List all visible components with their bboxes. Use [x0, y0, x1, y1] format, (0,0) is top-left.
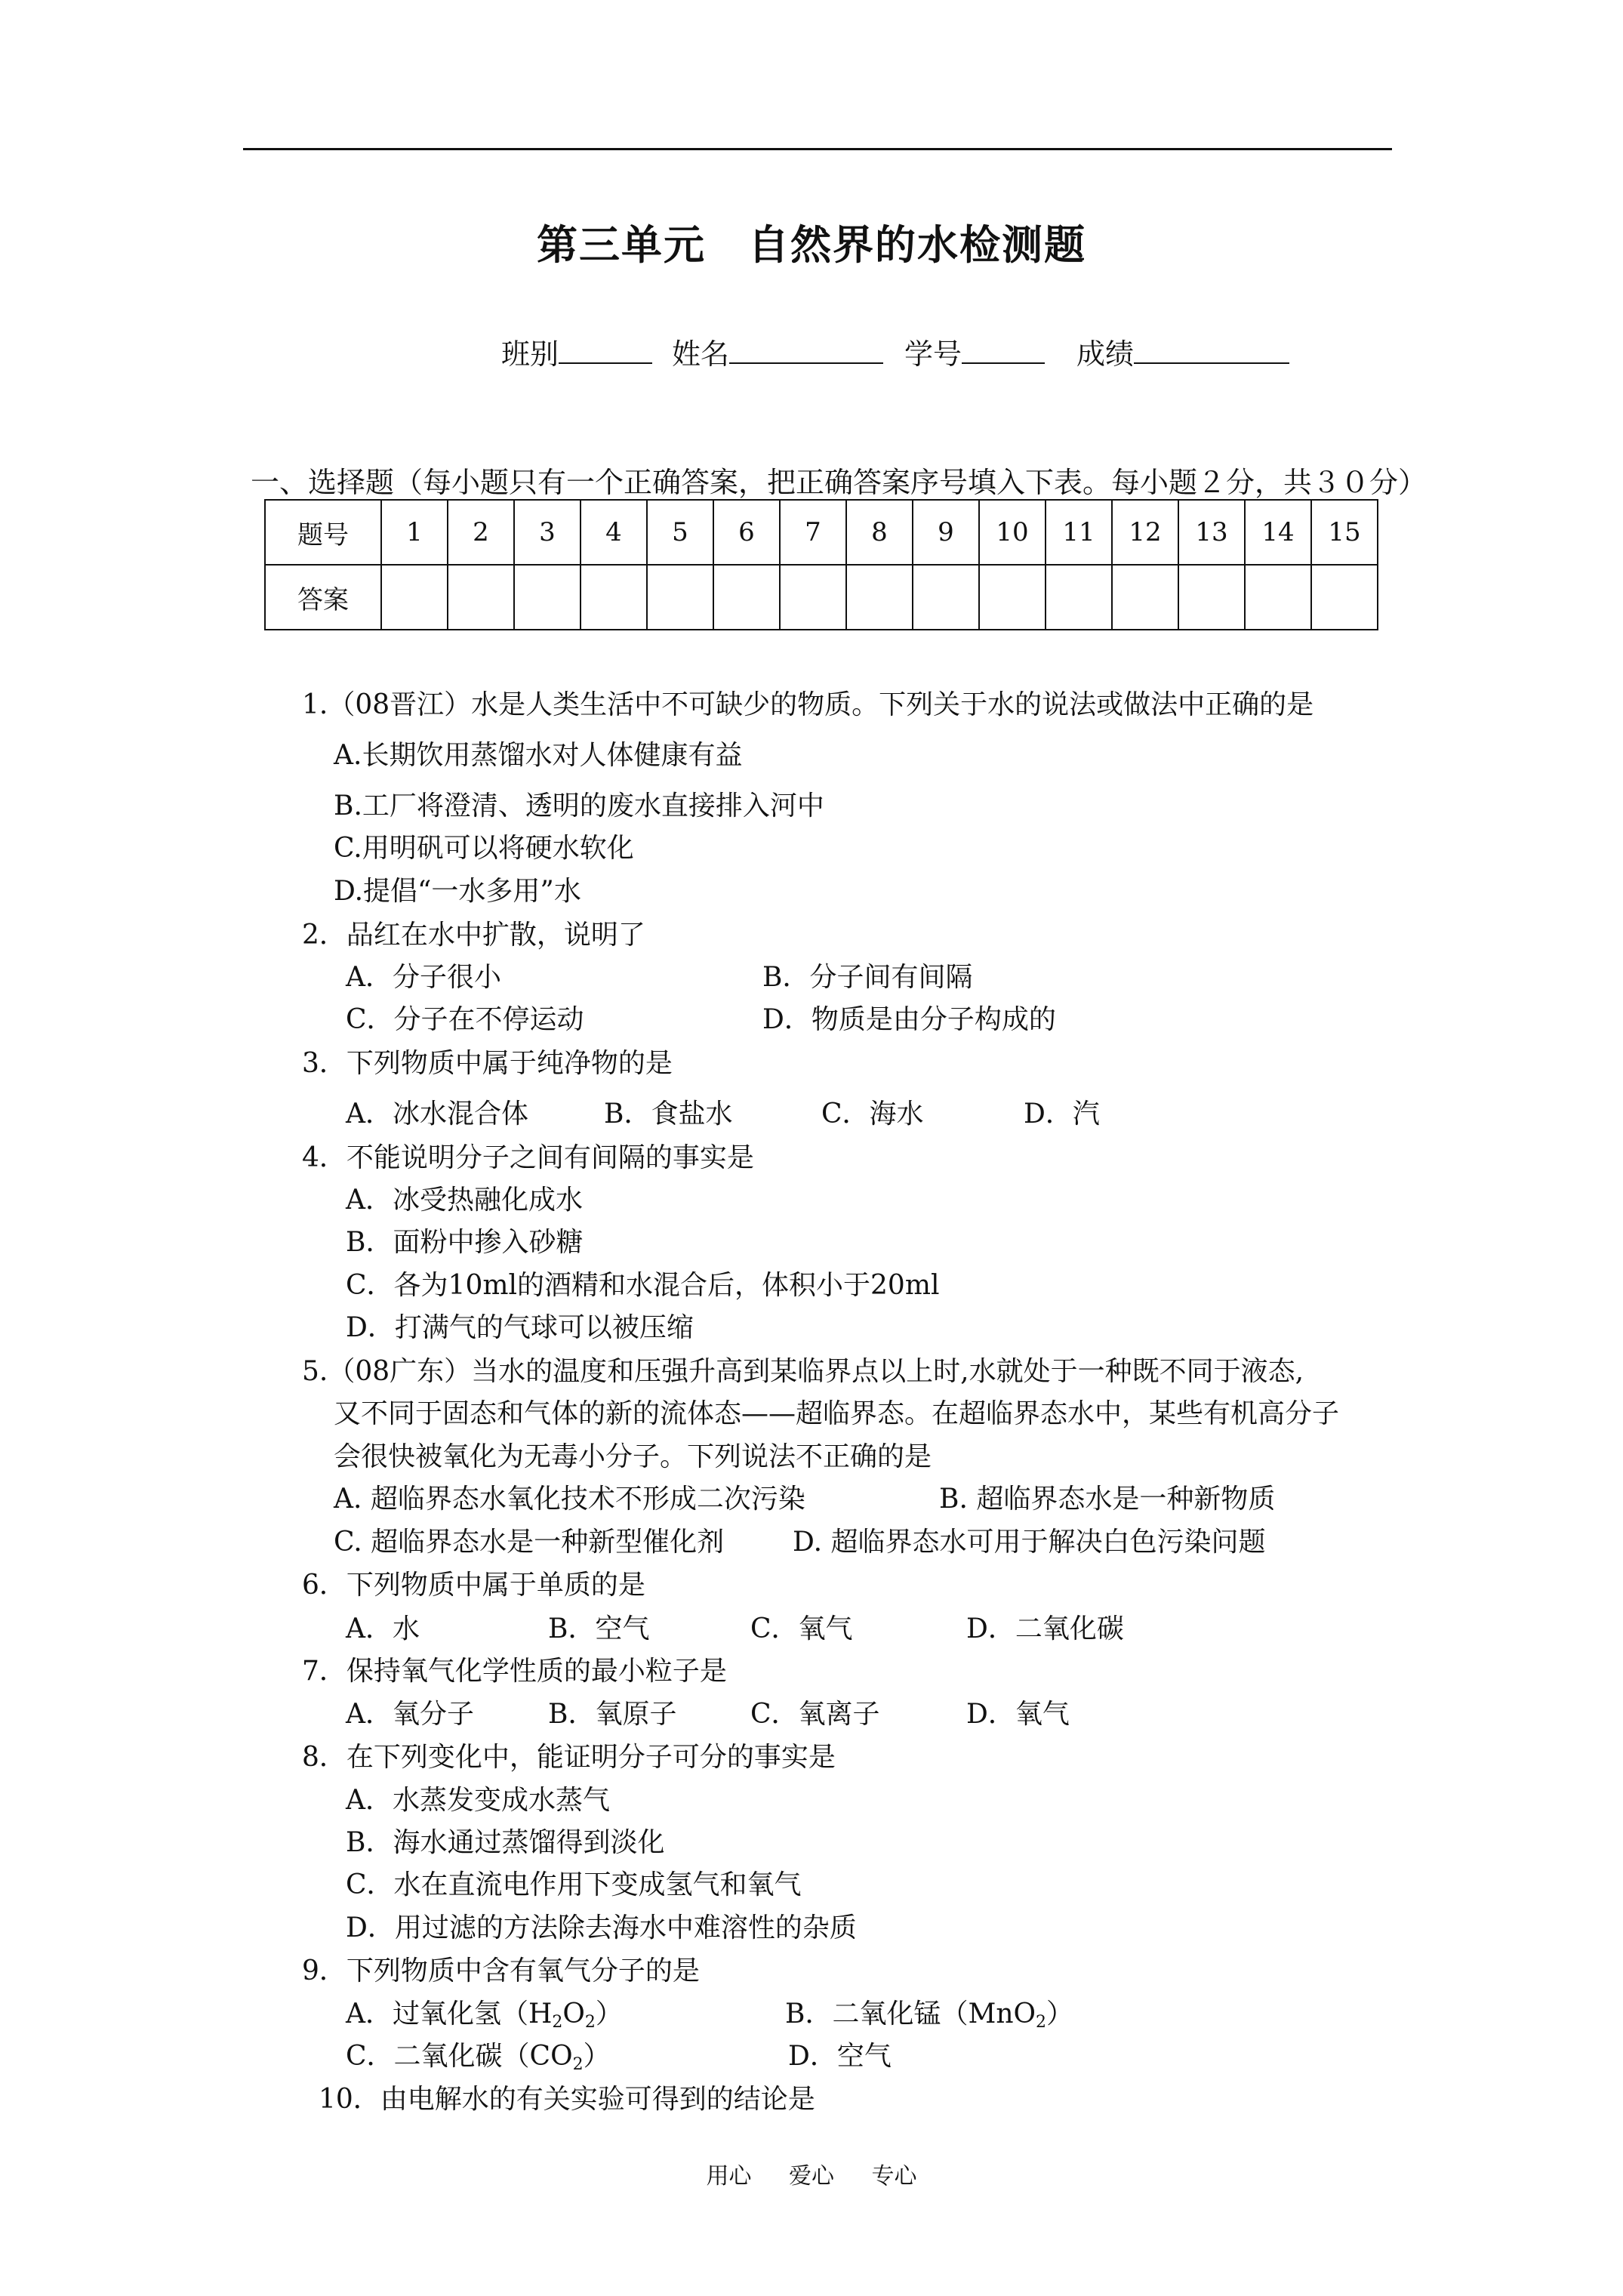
name-blank[interactable] [729, 337, 883, 364]
question-2-stem: 2．品红在水中扩散，说明了 [302, 920, 645, 951]
answer-cell[interactable] [1311, 565, 1378, 630]
table-number-cell: 10 [979, 500, 1046, 565]
table-number-cell: 12 [1112, 500, 1178, 565]
answer-table [264, 499, 1378, 630]
answer-cell[interactable] [1245, 565, 1311, 630]
score-blank[interactable] [1134, 337, 1289, 364]
table-number-cell: 9 [913, 500, 979, 565]
question-8-option-b: B．海水通过蒸馏得到淡化 [346, 1827, 665, 1858]
question-4-option-b: B．面粉中掺入砂糖 [346, 1227, 584, 1258]
answer-cell[interactable] [1112, 565, 1178, 630]
question-1-option-d: D.提倡“一水多用”水 [334, 876, 581, 907]
question-9-option-d: D．空气 [788, 2041, 892, 2072]
question-1-option-b: B.工厂将澄清、透明的废水直接排入河中 [334, 791, 824, 821]
question-5-option-c: C. 超临界态水是一种新型催化剂 [334, 1527, 725, 1558]
table-number-cell: 7 [780, 500, 846, 565]
question-8-stem: 8．在下列变化中，能证明分子可分的事实是 [302, 1742, 836, 1773]
table-number-cell: 1 [381, 500, 448, 565]
question-9-option-a: A．过氧化氢$(H_2O_2)$ [346, 1999, 623, 2032]
question-8-option-c: C．水在直流电作用下变成氢气和氧气 [346, 1869, 802, 1900]
answer-cell[interactable] [581, 565, 647, 630]
question-7-option-a: A．氧分子 [346, 1699, 474, 1730]
answer-cell[interactable] [514, 565, 581, 630]
question-1-option-a: A.长期饮用蒸馏水对人体健康有益 [334, 740, 743, 771]
question-6-stem: 6．下列物质中属于单质的是 [302, 1570, 645, 1601]
table-head-number: 题号 [265, 500, 381, 565]
id-label: 学号 [904, 337, 962, 371]
name-label: 姓名 [672, 337, 730, 371]
question-4-option-d: D．打满气的气球可以被压缩 [346, 1312, 694, 1343]
table-number-cell: 2 [448, 500, 514, 565]
question-4-option-a: A．冰受热融化成水 [346, 1185, 583, 1216]
id-field[interactable] [904, 331, 1045, 372]
question-4-stem: 4．不能说明分子之间有间隔的事实是 [302, 1142, 754, 1173]
question-6-option-a: A．水 [346, 1613, 420, 1644]
question-2-option-c: C．分子在不停运动 [346, 1004, 584, 1035]
question-8-option-d: D．用过滤的方法除去海水中难溶性的杂质 [346, 1912, 857, 1943]
answer-cell[interactable] [647, 565, 713, 630]
answer-cell[interactable] [913, 565, 979, 630]
answer-cell[interactable] [713, 565, 780, 630]
question-5-stem-line-2: 又不同于固态和气体的新的流体态——超临界态。在超临界态水中，某些有机高分子 [334, 1398, 1340, 1429]
table-number-cell: 5 [647, 500, 713, 565]
name-field[interactable] [672, 331, 883, 372]
question-5-option-b: B. 超临界态水是一种新物质 [939, 1484, 1276, 1515]
question-1-option-c: C.用明矾可以将硬水软化 [334, 833, 634, 864]
question-9-stem: 9．下列物质中含有氧气分子的是 [302, 1955, 700, 1986]
question-5-stem-line-1: 5.（08广东）当水的温度和压强升高到某临界点以上时,水就处于一种既不同于液态, [302, 1356, 1304, 1387]
table-row-answers [265, 565, 1378, 630]
question-3-option-b: B．食盐水 [604, 1099, 733, 1130]
question-7-option-b: B．氧原子 [548, 1699, 677, 1730]
question-7-option-d: D．氧气 [966, 1699, 1070, 1730]
answer-cell[interactable] [381, 565, 448, 630]
table-number-cell: 11 [1046, 500, 1112, 565]
score-field[interactable] [1076, 331, 1289, 372]
question-10-stem: 10．由电解水的有关实验可得到的结论是 [319, 2084, 815, 2115]
question-2-option-a: A．分子很小 [346, 962, 501, 993]
question-6-option-b: B．空气 [548, 1613, 650, 1644]
table-number-cell: 4 [581, 500, 647, 565]
question-5-option-a: A. 超临界态水氧化技术不形成二次污染 [334, 1484, 805, 1515]
answer-cell[interactable] [846, 565, 913, 630]
question-2-option-b: B．分子间有间隔 [762, 962, 973, 993]
question-5-stem-line-3: 会很快被氧化为无毒小分子。下列说法不正确的是 [334, 1441, 932, 1472]
table-number-cell: 15 [1311, 500, 1378, 565]
question-3-option-c: C．海水 [821, 1099, 924, 1130]
question-2-option-d: D．物质是由分子构成的 [762, 1004, 1056, 1035]
answer-cell[interactable] [1178, 565, 1245, 630]
page-footer: 用心 爱心 专心 [706, 2163, 917, 2190]
question-5-option-d: D. 超临界态水可用于解决白色污染问题 [793, 1527, 1266, 1558]
question-3-option-a: A．冰水混合体 [346, 1099, 528, 1130]
class-label: 班别 [501, 337, 559, 371]
question-4-option-c: C．各为10ml的酒精和水混合后，体积小于20ml [346, 1270, 940, 1301]
page-title: 第三单元 自然界的水检测题 [537, 221, 1086, 269]
question-1-stem: 1.（08晋江）水是人类生活中不可缺少的物质。下列关于水的说法或做法中正确的是 [302, 689, 1314, 720]
question-8-option-a: A．水蒸发变成水蒸气 [346, 1785, 610, 1816]
question-3-stem: 3．下列物质中属于纯净物的是 [302, 1048, 673, 1079]
id-blank[interactable] [962, 337, 1045, 364]
question-7-stem: 7．保持氧气化学性质的最小粒子是 [302, 1656, 727, 1687]
table-number-cell: 13 [1178, 500, 1245, 565]
section-heading: 一、选择题（每小题只有一个正确答案，把正确答案序号填入下表。每小题２分，共３０分） [251, 466, 1427, 499]
table-number-cell: 3 [514, 500, 581, 565]
question-9-option-c: C．二氧化碳$(CO_2)$ [346, 2041, 611, 2074]
header-rule [243, 148, 1392, 150]
table-number-cell: 8 [846, 500, 913, 565]
question-7-option-c: C．氧离子 [750, 1699, 880, 1730]
answer-cell[interactable] [448, 565, 514, 630]
answer-cell[interactable] [979, 565, 1046, 630]
score-label: 成绩 [1076, 337, 1135, 371]
question-6-option-c: C．氧气 [750, 1613, 853, 1644]
answer-cell[interactable] [1046, 565, 1112, 630]
table-row-numbers [265, 500, 1378, 565]
class-field[interactable] [501, 331, 652, 372]
question-3-option-d: D．汽 [1024, 1099, 1100, 1130]
answer-cell[interactable] [780, 565, 846, 630]
class-blank[interactable] [559, 337, 652, 364]
table-number-cell: 14 [1245, 500, 1311, 565]
question-6-option-d: D．二氧化碳 [966, 1613, 1124, 1644]
table-head-answer: 答案 [265, 565, 381, 630]
table-number-cell: 6 [713, 500, 780, 565]
question-9-option-b: B．二氧化锰（MnO$_2$） [785, 1999, 1074, 2032]
